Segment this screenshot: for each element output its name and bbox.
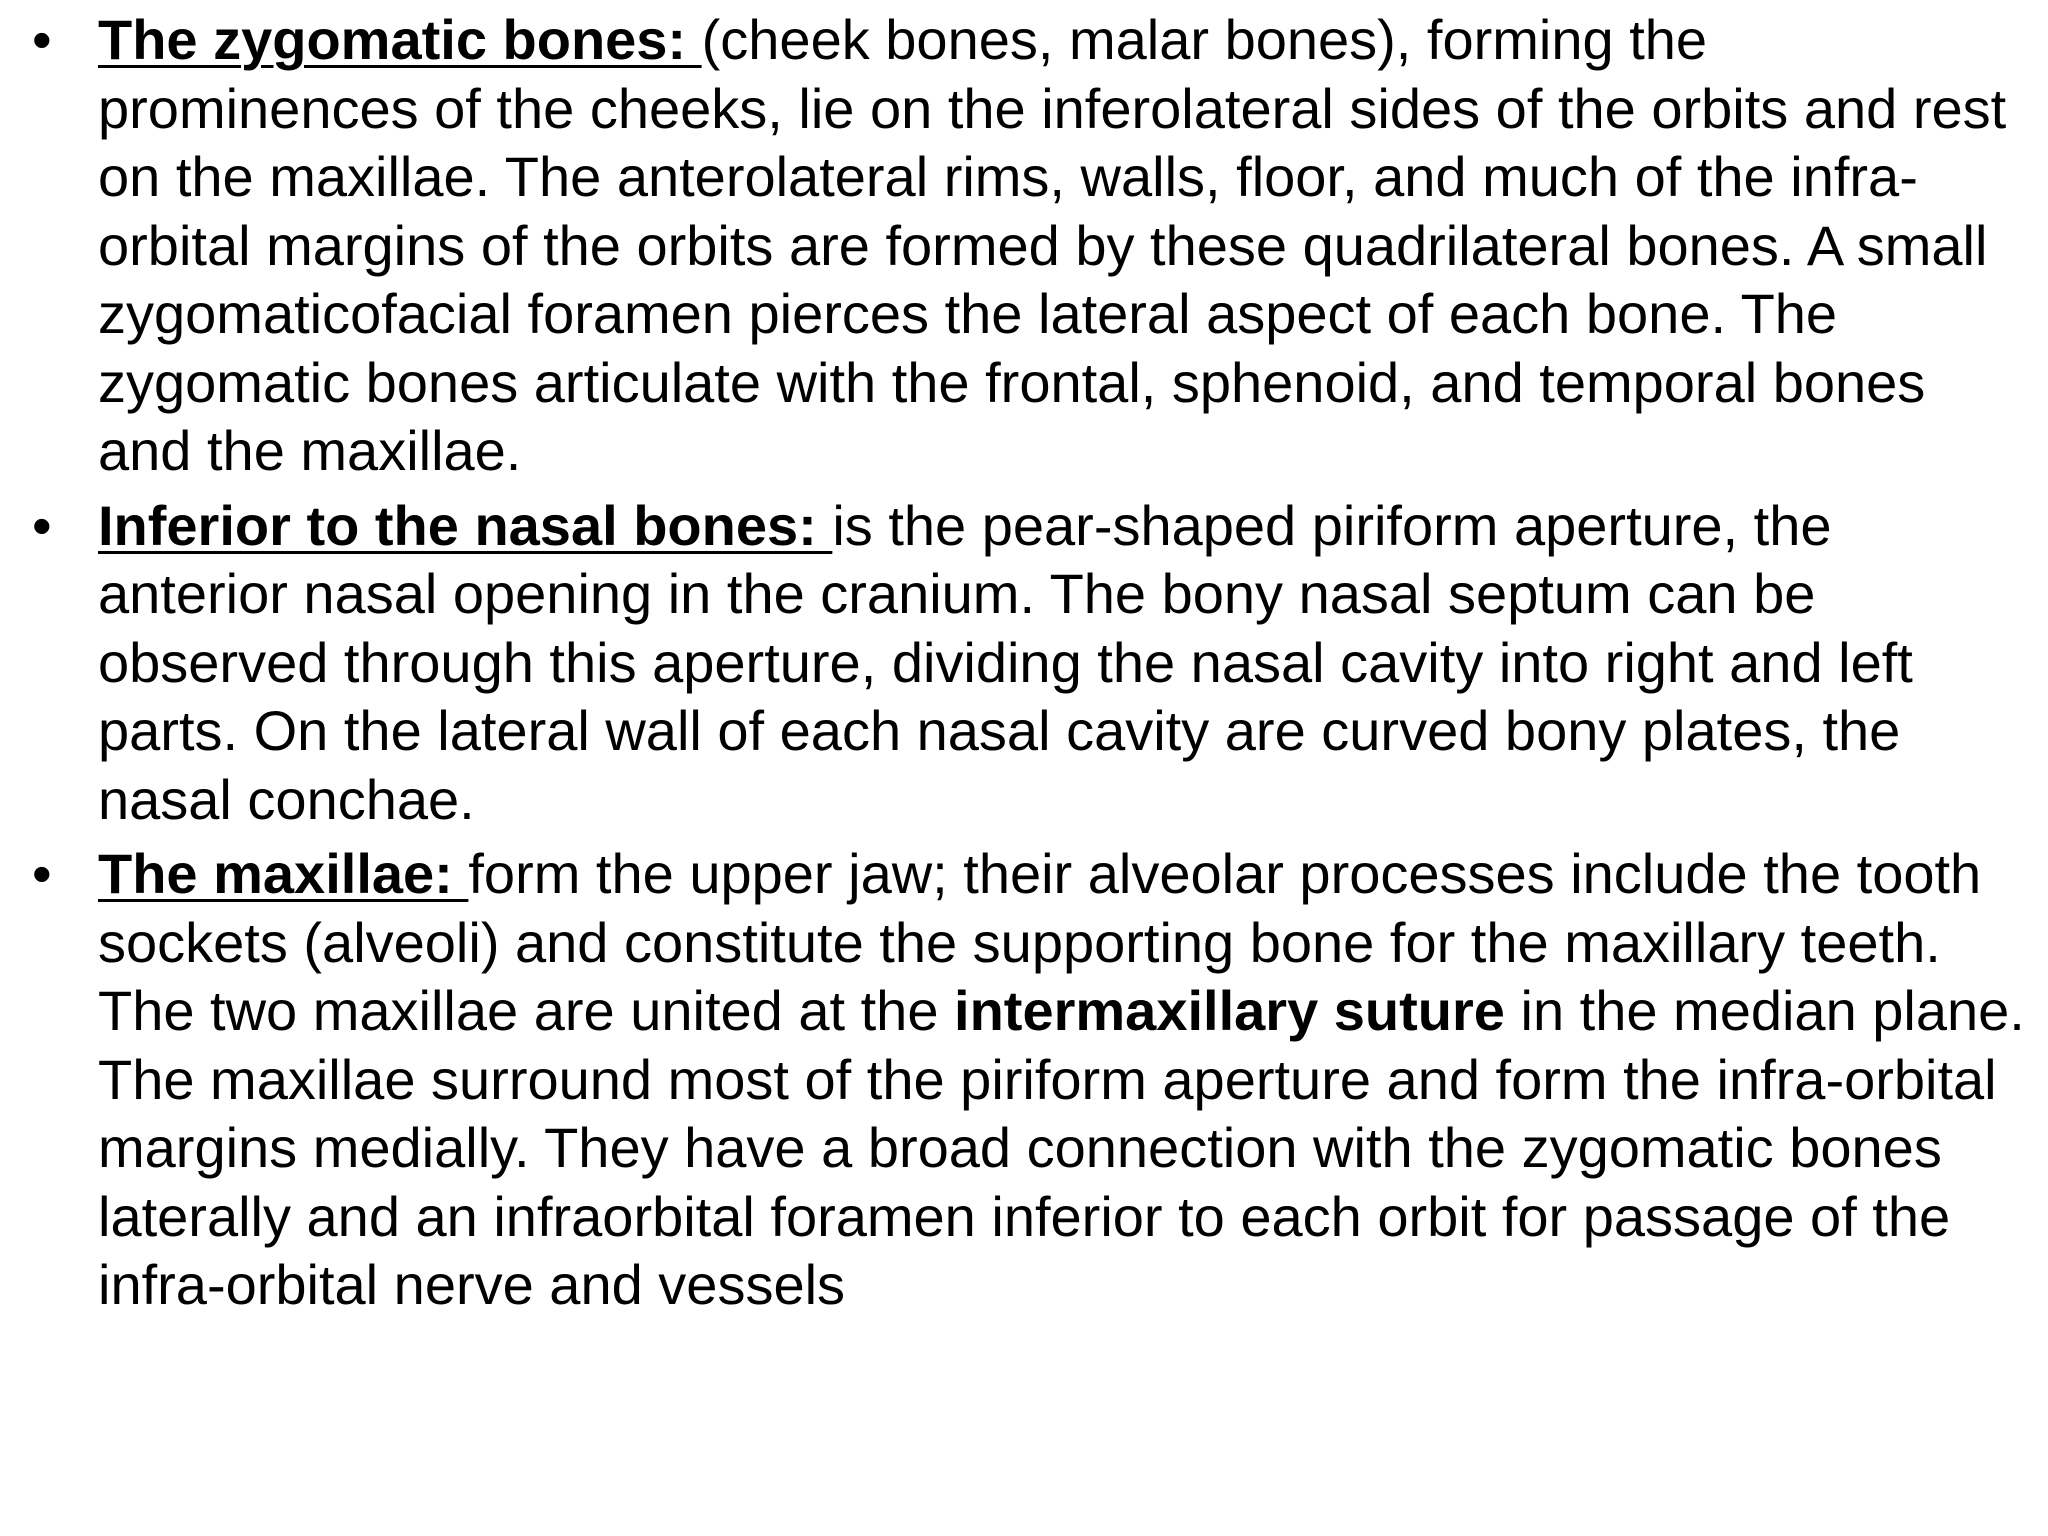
- bullet-zygomatic-bones: [30, 6, 2030, 486]
- bullet-list: [30, 6, 2030, 1326]
- bullet-text-after: in the median plane. The maxillae surround most of the piriform aperture and form the infra-orbital margins medially. They have a broad connection with the zygomatic bones laterally and an infraorbital foramen inferior to each orbit for passage of the infra-orbital nerve and vessels: [98, 979, 2025, 1316]
- bullet-term: The maxillae:: [98, 842, 469, 905]
- bullet-marker: •: [32, 8, 52, 71]
- bullet-text: is the pear-shaped piriform aperture, the anterior nasal opening in the cranium. The bony nasal septum can be observed through this aperture, dividing the nasal cavity into right and left parts. On the lateral wall of each nasal cavity are curved bony plates, the nasal conchae.: [98, 493, 1913, 831]
- bullet-text-before: form the upper jaw; their alveolar processes include the tooth sockets (alveoli) and constitute the supporting bone for the maxillary teeth. The two maxillae are united at the: [98, 842, 1982, 1042]
- bullet-term: Inferior to the nasal bones:: [98, 493, 833, 557]
- bullet-term: The zygomatic bones:: [98, 8, 702, 71]
- bullet-marker: •: [32, 842, 52, 905]
- bullet-bold-phrase: intermaxillary suture: [954, 979, 1505, 1042]
- bullet-inferior-to-nasal-bones: [30, 492, 2030, 835]
- bullet-text: (cheek bones, malar bones), forming the prominences of the cheeks, lie on the inferolateral sides of the orbits and rest on the maxillae. The anterolateral rims, walls, floor, and much of the infra-orbital margins of the orbits are formed by these quadrilateral bones. A small zygomaticofacial foramen pierces the lateral aspect of each bone. The zygomatic bones articulate with the frontal, sphenoid, and temporal bones and the maxillae.: [98, 8, 2007, 482]
- bullet-maxillae: [30, 840, 2030, 1320]
- bullet-marker: •: [32, 493, 52, 557]
